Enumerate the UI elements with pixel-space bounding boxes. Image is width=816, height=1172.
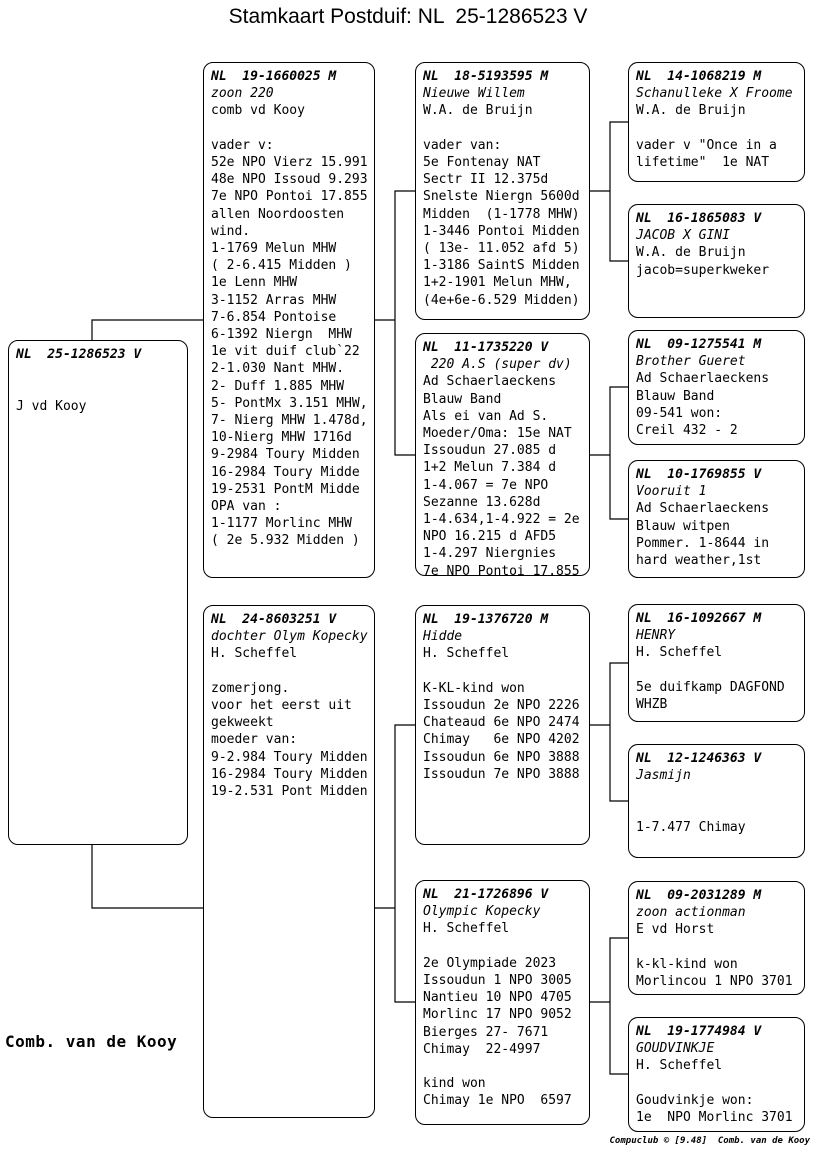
result-line: Chimay 1e NPO 6597 xyxy=(423,1093,572,1109)
result-line xyxy=(211,663,367,680)
result-line: 1e vit duif club`22 xyxy=(211,344,360,360)
result-line: 1-1769 Melun MHW xyxy=(211,241,337,257)
owner-name: W.A. de Bruijn xyxy=(423,103,533,119)
result-line: Blauw Band xyxy=(636,388,715,404)
result-line: 3-1152 Arras MHW xyxy=(211,292,337,308)
result-line: 1-7.477 Chimay xyxy=(636,819,746,835)
connector-gp2-to-greatgrandparents xyxy=(590,387,628,519)
result-line: Chateaud 6e NPO 2474 xyxy=(423,715,580,731)
result-line: 7e NPO Pontoi 17.855 xyxy=(211,189,368,205)
ring-number: NL 12-1246363 V xyxy=(636,751,762,766)
result-line: vader v "Once in a xyxy=(636,137,777,153)
ring-number: NL 09-2031289 M xyxy=(636,888,762,903)
connector-gp3-to-greatgrandparents xyxy=(590,663,628,801)
pedigree-box-great-grandparent-6 xyxy=(628,744,805,858)
result-line: gekweekt xyxy=(211,715,274,731)
result-line: 19-2531 PontM Midde xyxy=(211,481,360,497)
result-line xyxy=(636,120,797,137)
result-line xyxy=(636,1075,797,1092)
result-line: NPO 16.215 d AFD5 xyxy=(423,529,557,545)
result-line: Issoudun 27.085 d xyxy=(423,443,557,459)
result-line: 7e NPO Pontoi 17.855 xyxy=(423,563,580,576)
pigeon-name: Brother Gueret xyxy=(636,354,746,370)
result-line: (4e+6e-6.529 Midden) xyxy=(423,292,580,308)
result-line: 7-6.854 Pontoise xyxy=(211,309,337,325)
result-line: Snelste Niergn 5600d xyxy=(423,189,580,205)
ring-number: NL 14-1068219 M xyxy=(636,69,762,84)
result-line: Issoudun 7e NPO 3888 xyxy=(423,766,580,782)
result-line: vader v: xyxy=(211,137,274,153)
ring-number: NL 19-1660025 M xyxy=(211,69,337,84)
result-line xyxy=(423,938,582,955)
breeder-name: Comb. van de Kooy xyxy=(5,1032,178,1051)
pigeon-name: HENRY xyxy=(636,628,676,644)
pigeon-name: Olympic Kopecky xyxy=(423,904,541,920)
owner-name: comb vd Kooy xyxy=(211,103,305,119)
result-line: hard weather,1st xyxy=(636,553,762,569)
pedigree-box-mother xyxy=(203,605,375,1118)
pigeon-name: 220 A.S (super dv) xyxy=(423,357,572,373)
result-line: Sectr II 12.375d xyxy=(423,172,549,188)
pedigree-box-great-grandparent-5 xyxy=(628,604,805,722)
result-line: Blauw witpen xyxy=(636,518,730,534)
connector-gp1-to-greatgrandparents xyxy=(590,122,628,261)
result-line: jacob=superkweker xyxy=(636,262,770,278)
result-line: K-KL-kind won xyxy=(423,680,525,696)
result-line: ( 2-6.415 Midden ) xyxy=(211,258,352,274)
pedigree-box-great-grandparent-7 xyxy=(628,881,805,995)
result-line: Morlincou 1 NPO 3701 xyxy=(636,974,793,989)
result-line: Issoudun 2e NPO 2226 xyxy=(423,698,580,713)
pigeon-name: zoon actionman xyxy=(636,905,746,921)
result-line: ( 2e 5.932 Midden ) xyxy=(211,533,360,549)
result-line: moeder van: xyxy=(211,732,298,748)
ring-number: NL 21-1726896 V xyxy=(423,887,549,902)
result-line: 16-2984 Toury Midde xyxy=(211,464,360,480)
result-line: 1e NPO Morlinc 3701 xyxy=(636,1110,793,1125)
pigeon-name: Hidde xyxy=(423,629,463,645)
result-line: vader van: xyxy=(423,137,502,153)
ring-number: NL 10-1769855 V xyxy=(636,467,762,482)
result-line: Chimay 6e NPO 4202 xyxy=(423,732,580,748)
pedigree-box-great-grandparent-4 xyxy=(628,460,805,578)
pigeon-name: GOUDVINKJE xyxy=(636,1041,715,1057)
result-line xyxy=(636,939,797,956)
result-line: Pommer. 1-8644 in xyxy=(636,535,770,551)
owner-name: W.A. de Bruijn xyxy=(636,103,746,119)
owner-name: Ad Schaerlaeckens xyxy=(423,374,557,390)
result-line xyxy=(211,120,367,137)
result-line: 1-4.634,1-4.922 = 2e xyxy=(423,512,580,528)
ring-number: NL 16-1865083 V xyxy=(636,211,762,226)
ring-number: NL 19-1774984 V xyxy=(636,1024,762,1039)
result-line: 1-4.297 Niergnies xyxy=(423,546,557,562)
result-line: k-kl-kind won xyxy=(636,956,738,972)
result-line: zomerjong. xyxy=(211,680,290,696)
result-line: 48e NPO Issoud 9.293 xyxy=(211,172,368,188)
result-line: 2e Olympiade 2023 xyxy=(423,955,557,971)
result-line: 1+2-1901 Melun MHW, xyxy=(423,275,572,291)
result-line: Moeder/Oma: 15e NAT xyxy=(423,426,572,442)
result-line: J vd Kooy xyxy=(16,398,87,414)
result-line: Bierges 27- 7671 xyxy=(423,1024,549,1040)
result-line: 2- Duff 1.885 MHW xyxy=(211,378,345,394)
result-line xyxy=(423,663,582,680)
pedigree-box-grandmother-paternal xyxy=(415,333,590,576)
owner-name: W.A. de Bruijn xyxy=(636,245,746,261)
pedigree-box-great-grandparent-1 xyxy=(628,62,805,182)
ring-number: NL 18-5193595 M xyxy=(423,69,549,84)
connector-gp4-to-greatgrandparents xyxy=(590,938,628,1074)
result-line xyxy=(423,1058,582,1075)
result-line xyxy=(636,802,797,819)
result-line: 5e Fontenay NAT xyxy=(423,155,541,170)
connector-subject-to-mother xyxy=(92,845,203,908)
pedigree-box-father xyxy=(203,62,375,578)
page-title: Stamkaart Postduif: NL 25-1286523 V xyxy=(228,5,588,28)
owner-name xyxy=(16,380,180,397)
result-line: 19-2.531 Pont Midden xyxy=(211,784,368,800)
owner-name: E vd Horst xyxy=(636,922,715,938)
result-line: Issoudun 6e NPO 3888 xyxy=(423,749,580,765)
result-line: 7- Nierg MHW 1.478d, xyxy=(211,413,368,429)
pedigree-box-great-grandparent-2 xyxy=(628,204,805,318)
pigeon-name: Jasmijn xyxy=(636,768,691,784)
result-line: Issoudun 1 NPO 3005 xyxy=(423,973,572,988)
result-line: 5e duifkamp DAGFOND xyxy=(636,679,785,695)
result-line: OPA van : xyxy=(211,499,282,515)
pedigree-box-grandmother-maternal xyxy=(415,880,590,1125)
result-line: Creil 432 - 2 xyxy=(636,423,738,439)
result-line: voor het eerst uit xyxy=(211,698,352,713)
result-line: 2-1.030 Nant MHW. xyxy=(211,361,345,377)
pigeon-name: dochter Olym Kopecky xyxy=(211,629,368,645)
pigeon-name: Vooruit 1 xyxy=(636,484,707,500)
pedigree-box-grandfather-paternal xyxy=(415,62,590,320)
result-line: 1e Lenn MHW xyxy=(211,275,298,291)
connector-subject-to-father xyxy=(92,320,203,340)
result-line: Sezanne 13.628d xyxy=(423,494,541,510)
result-line: WHZB xyxy=(636,697,668,712)
ring-number: NL 24-8603251 V xyxy=(211,612,337,627)
owner-name: Ad Schaerlaeckens xyxy=(636,371,770,387)
result-line: 09-541 won: xyxy=(636,405,723,421)
result-line: 6-1392 Niergn MHW xyxy=(211,327,352,343)
result-line: 52e NPO Vierz 15.991 xyxy=(211,155,368,170)
ring-number: NL 16-1092667 M xyxy=(636,611,762,626)
owner-name: H. Scheffel xyxy=(423,921,510,937)
result-line: 1-3186 SaintS Midden xyxy=(423,258,580,274)
pigeon-name: Schanulleke X Froome xyxy=(636,86,793,102)
connector-father-to-grandparents xyxy=(375,191,415,455)
owner-name: H. Scheffel xyxy=(636,1058,723,1074)
pedigree-box-grandfather-maternal xyxy=(415,605,590,845)
result-line: Blauw Band xyxy=(423,391,502,407)
result-line: Goudvinkje won: xyxy=(636,1092,754,1108)
result-line: 1-4.067 = 7e NPO xyxy=(423,477,549,493)
pedigree-box-subject xyxy=(8,340,188,845)
result-line: wind. xyxy=(211,223,251,239)
pedigree-box-great-grandparent-3 xyxy=(628,330,805,445)
result-line: Morlinc 17 NPO 9052 xyxy=(423,1007,572,1023)
result-line: 10-Nierg MHW 1716d xyxy=(211,430,352,446)
connector-mother-to-grandparents xyxy=(375,725,415,1002)
result-line: lifetime" 1e NAT xyxy=(636,155,770,170)
result-line xyxy=(636,662,797,679)
pigeon-name: JACOB X GINI xyxy=(636,228,730,244)
owner-name: H. Scheffel xyxy=(423,646,510,662)
pigeon-name: zoon 220 xyxy=(211,86,274,102)
pigeon-name: Nieuwe Willem xyxy=(423,86,525,102)
pigeon-name xyxy=(16,363,180,380)
result-line: Chimay 22-4997 xyxy=(423,1041,541,1057)
result-line: 9-2984 Toury Midden xyxy=(211,447,360,463)
software-credit: Compuclub © [9.48] Comb. van de Kooy xyxy=(609,1136,810,1146)
result-line: Als ei van Ad S. xyxy=(423,408,549,424)
result-line: 5- PontMx 3.151 MHW, xyxy=(211,395,368,411)
result-line: Midden (1-1778 MHW) xyxy=(423,206,580,222)
ring-number: NL 11-1735220 V xyxy=(423,340,549,355)
result-line: ( 13e- 11.052 afd 5) xyxy=(423,241,580,257)
result-line: 1-3446 Pontoi Midden xyxy=(423,223,580,239)
result-line: 16-2984 Toury Midden xyxy=(211,766,368,782)
ring-number: NL 19-1376720 M xyxy=(423,612,549,627)
pedigree-box-great-grandparent-8 xyxy=(628,1017,805,1132)
ring-number: NL 09-1275541 M xyxy=(636,337,762,352)
result-line: kind won xyxy=(423,1076,486,1092)
result-line: 9-2.984 Toury Midden xyxy=(211,749,368,765)
result-line: allen Noordoosten xyxy=(211,206,345,222)
result-line xyxy=(423,120,582,137)
owner-name: H. Scheffel xyxy=(636,645,723,661)
result-line: 1+2 Melun 7.384 d xyxy=(423,460,557,476)
ring-number: NL 25-1286523 V xyxy=(16,347,142,362)
owner-name xyxy=(636,784,797,801)
result-line: Nantieu 10 NPO 4705 xyxy=(423,990,572,1006)
owner-name: H. Scheffel xyxy=(211,646,298,662)
result-line: 1-1177 Morlinc MHW xyxy=(211,516,352,532)
owner-name: Ad Schaerlaeckens xyxy=(636,501,770,517)
